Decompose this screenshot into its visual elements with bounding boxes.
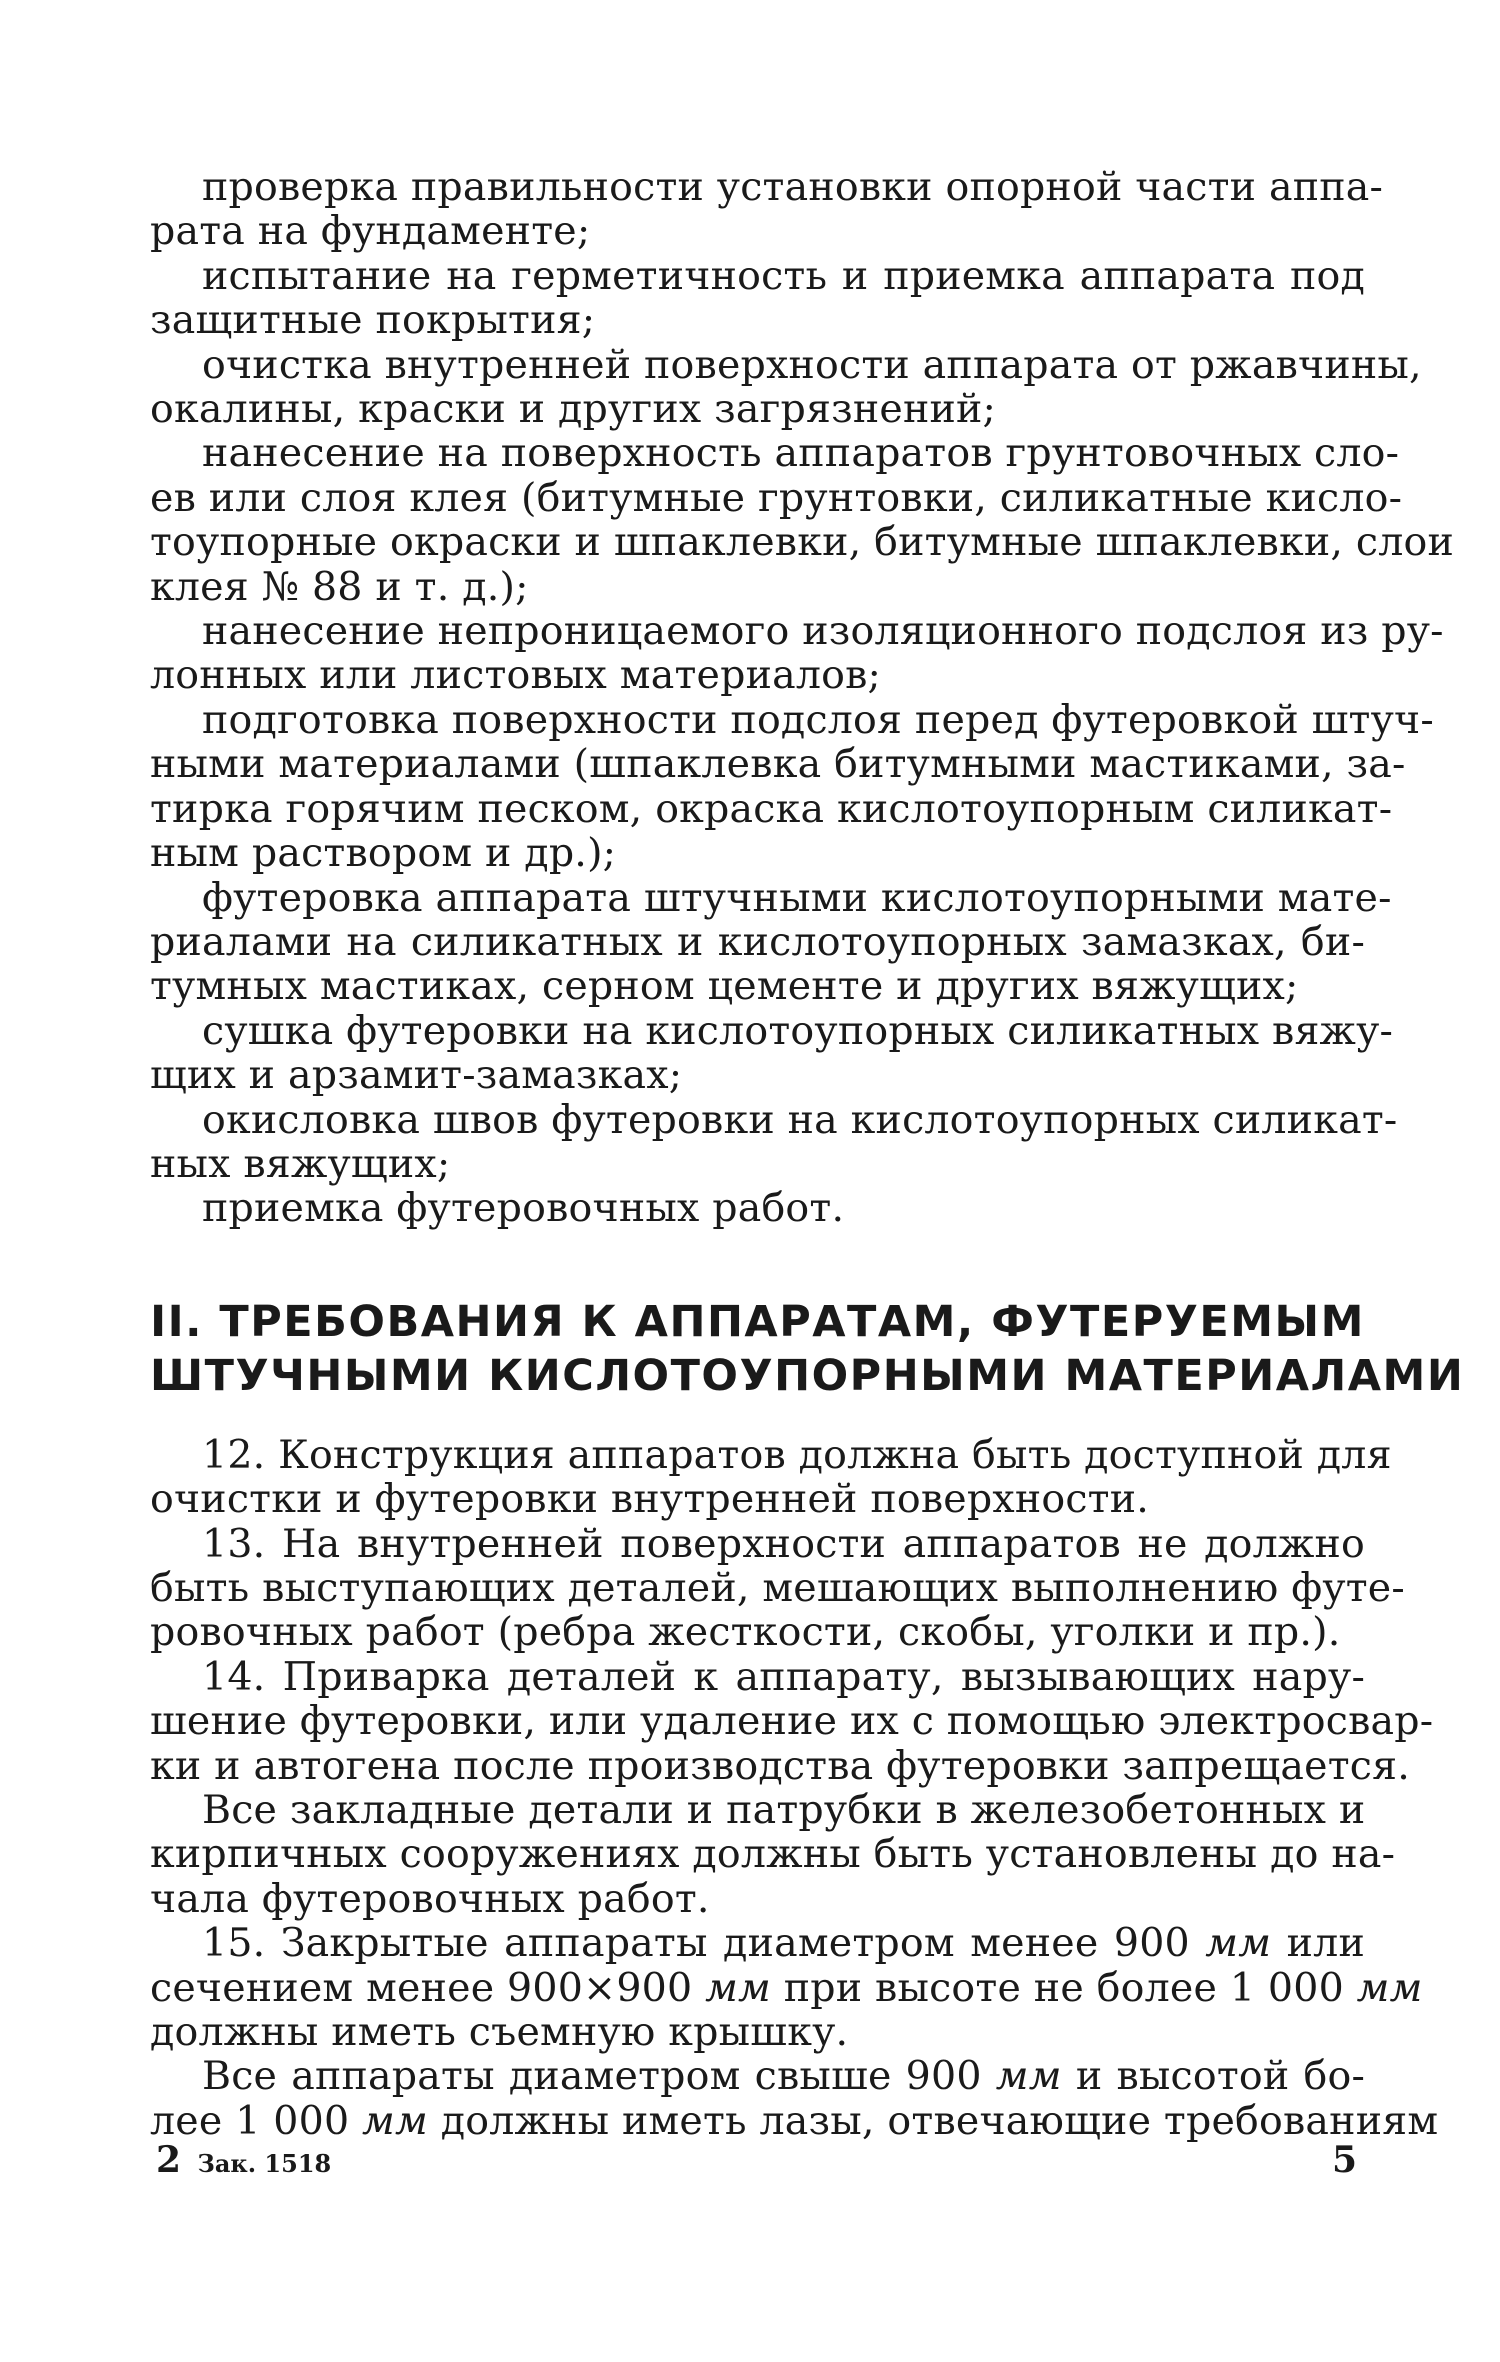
list-item xyxy=(150,430,1455,610)
text-line: приемка футеровочных работ. xyxy=(202,1185,845,1232)
text-line: тирка горячим песком, окраска кислотоупорным силикат- xyxy=(150,785,1393,832)
text-line: лее 1 000 мм должны иметь лазы, отвечающие требованиям xyxy=(150,2097,1439,2144)
text-line: ровочных работ (ребра жесткости, скобы, уголки и пр.). xyxy=(150,1609,1341,1656)
text-line: окалины, краски и других загрязнений; xyxy=(150,386,997,433)
text-line: щих и арзамит-замазках; xyxy=(150,1052,683,1099)
text-line: защитные покрытия; xyxy=(150,297,596,344)
text-line: испытание на герметичность и приемка аппарата под xyxy=(202,252,1365,299)
unit-mm: мм xyxy=(362,2097,428,2144)
text-line: очистка внутренней поверхности аппарата от ржавчины, xyxy=(202,341,1422,388)
list-item xyxy=(150,608,1444,699)
text-line: рата на фундаменте; xyxy=(150,208,591,255)
list-item xyxy=(150,341,1422,433)
text-line: ев или слоя клея (битумные грунтовки, силикатные кисло- xyxy=(150,474,1403,521)
text-line: Все аппараты диаметром свыше 900 мм и высотой бо- xyxy=(202,2053,1366,2100)
text-line: футеровка аппарата штучными кислотоупорными мате- xyxy=(202,874,1392,921)
text-line: проверка правильности установки опорной части аппа- xyxy=(202,164,1384,210)
paragraph xyxy=(150,1787,1396,1922)
text-line: нанесение непроницаемого изоляционного подслоя из ру- xyxy=(202,608,1444,655)
text-line: быть выступающих деталей, мешающих выполнению футе- xyxy=(150,1564,1405,1611)
text-line: тумных мастиках, серном цементе и других вяжущих; xyxy=(150,963,1299,1010)
text-line: 13. На внутренней поверхности аппаратов не должно xyxy=(202,1520,1365,1567)
list-item xyxy=(150,164,1384,255)
text-line: шение футеровки, или удаление их с помощью электросвар- xyxy=(150,1698,1434,1745)
section-paragraphs xyxy=(150,1431,1439,2144)
text-line: Все закладные детали и патрубки в железобетонных и xyxy=(202,1787,1366,1833)
text-line: сечением менее 900×900 мм при высоте не более 1 000 мм xyxy=(150,1964,1423,2011)
text-line: риалами на силикатных и кислотоупорных замазках, би- xyxy=(150,918,1365,965)
unit-mm: мм xyxy=(1356,1964,1423,2011)
text-line: должны иметь съемную крышку. xyxy=(150,2009,849,2056)
paragraph xyxy=(150,1520,1405,1656)
text-line: 15. Закрытые аппараты диаметром менее 900 мм или xyxy=(202,1920,1365,1967)
section-heading-line: ШТУЧНЫМИ КИСЛОТОУПОРНЫМИ МАТЕРИАЛАМИ xyxy=(150,1350,1465,1401)
section-heading xyxy=(150,1295,1465,1403)
signature-order: Зак. 1518 xyxy=(197,2149,332,2178)
text-line: кирпичных сооружениях должны быть установлены до на- xyxy=(150,1831,1396,1878)
text-line: окисловка швов футеровки на кислотоупорных силикат- xyxy=(202,1096,1398,1143)
text-line: лонных или листовых материалов; xyxy=(150,652,882,699)
text-line: очистки и футеровки внутренней поверхности. xyxy=(150,1476,1149,1523)
page-body xyxy=(150,164,1465,2144)
text-line: ным раствором и др.); xyxy=(150,830,617,877)
text-line: подготовка поверхности подслоя перед футеровкой штуч- xyxy=(202,696,1434,743)
text-line: сушка футеровки на кислотоупорных силикатных вяжу- xyxy=(202,1007,1394,1054)
text-line: 12. Конструкция аппаратов должна быть доступной для xyxy=(202,1431,1392,1478)
printer-signature xyxy=(156,2139,332,2182)
list-item xyxy=(150,1096,1398,1187)
paragraph xyxy=(150,2053,1439,2144)
paragraph xyxy=(150,1653,1434,1789)
paragraph xyxy=(150,1431,1392,1523)
unit-mm: мм xyxy=(1205,1920,1272,1967)
work-stages-list xyxy=(150,164,1455,1232)
text-line: чала футеровочных работ. xyxy=(150,1875,710,1922)
list-item xyxy=(150,254,1365,343)
section-heading-line: II. ТРЕБОВАНИЯ К АППАРАТАМ, ФУТЕРУЕМЫМ xyxy=(150,1296,1365,1347)
text-line: ных вяжущих; xyxy=(150,1140,451,1187)
unit-mm: мм xyxy=(705,1964,771,2011)
text-line: тоупорные окраски и шпаклевки, битумные шпаклевки, слои xyxy=(150,519,1455,566)
list-item xyxy=(150,874,1392,1010)
text-line: клея № 88 и т. д.); xyxy=(150,563,529,610)
unit-mm: мм xyxy=(995,2053,1062,2100)
list-item xyxy=(150,1186,1365,1230)
list-item xyxy=(150,696,1434,877)
list-item xyxy=(150,1007,1394,1099)
paragraph xyxy=(150,1920,1423,2056)
signature-number: 2 xyxy=(156,2139,182,2181)
text-line: нанесение на поверхность аппаратов грунтовочных сло- xyxy=(202,430,1400,477)
page-number: 5 xyxy=(1331,2139,1357,2181)
text-line: ными материалами (шпаклевка битумными мастиками, за- xyxy=(150,741,1406,788)
text-line: ки и автогена после производства футеровки запрещается. xyxy=(150,1742,1410,1789)
text-line: 14. Приварка деталей к аппарату, вызывающих нару- xyxy=(202,1653,1365,1700)
